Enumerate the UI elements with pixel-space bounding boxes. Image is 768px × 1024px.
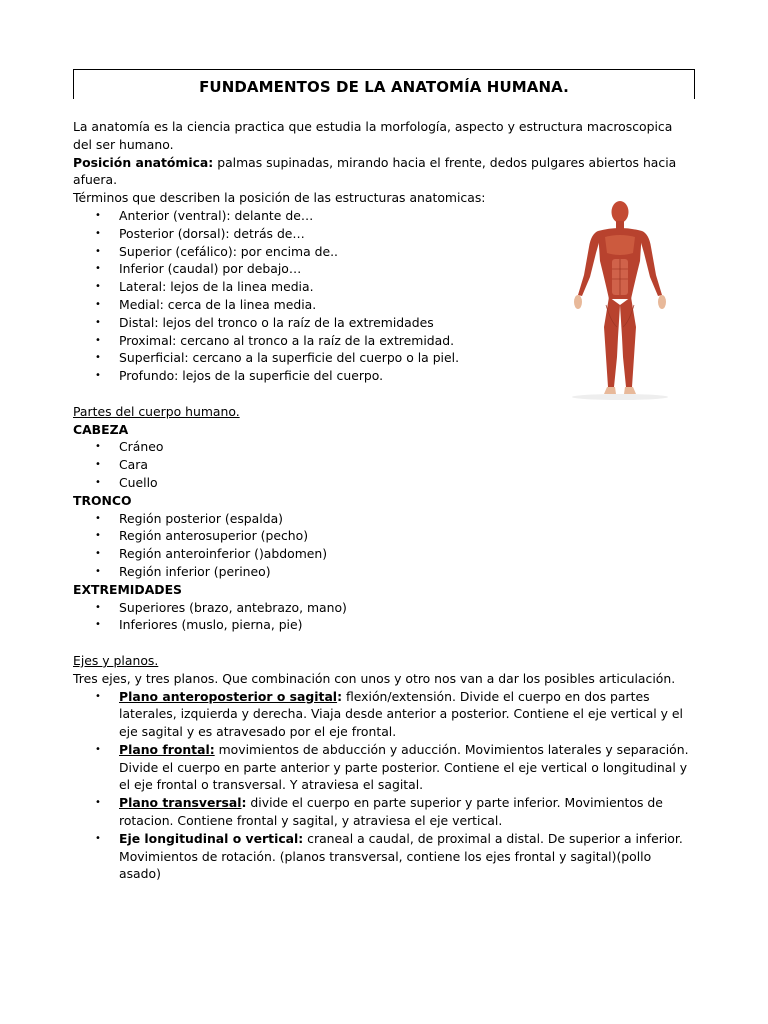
intro-paragraph: La anatomía es la ciencia practica que estudia la morfología, aspecto y estructura macroscopica del ser humano. xyxy=(73,119,673,152)
list-item: • Profundo: lejos de la superficie del cuerpo. xyxy=(73,367,703,385)
item-text: craneal a caudal, de proximal a distal. De superior a inferior. Movimientos de rotación. (planos transversal, contiene los ejes frontal y sagital)(pollo asado) xyxy=(119,830,683,882)
partes-heading: Partes del cuerpo humano. xyxy=(73,403,240,419)
list-item: • Región anterosuperior (pecho) xyxy=(73,527,703,545)
list-item: • Proximal: cercano al tronco a la raíz de la extremidad. xyxy=(73,332,703,350)
posicion-text: palmas supinadas, mirando hacia el frente, dedos pulgares abiertos hacia afuera. xyxy=(73,154,677,188)
cabeza-list xyxy=(73,438,703,491)
list-item: • Superficial: cercano a la superficie del cuerpo o la piel. xyxy=(73,349,703,367)
list-item: • Región inferior (perineo) xyxy=(73,563,703,581)
list-item: • Cara xyxy=(73,456,703,474)
posicion-paragraph xyxy=(73,154,683,190)
ejes-intro: Tres ejes, y tres planos. Que combinación con unos y otro nos van a dar los posibles articulación. xyxy=(73,670,676,686)
list-item: • Posterior (dorsal): detrás de… xyxy=(73,225,703,243)
list-item: • Superior (cefálico): por encima de.. xyxy=(73,243,703,261)
item-text: movimientos de abducción y aducción. Movimientos laterales y separación. Divide el cuerpo en parte anterior y parte posterior. Contiene el eje vertical o longitudinal y el eje frontal o transversal. Y atraviesa el sagital. xyxy=(119,741,689,793)
extremidades-label: EXTREMIDADES xyxy=(73,581,182,597)
tronco-list xyxy=(73,510,703,581)
muscular-body-figure-icon xyxy=(565,197,675,402)
list-item: • Cuello xyxy=(73,474,703,492)
list-item xyxy=(73,830,695,883)
tronco-label: TRONCO xyxy=(73,492,132,508)
item-label: Plano anteroposterior o sagital xyxy=(119,688,338,704)
list-item xyxy=(73,741,695,794)
posicion-label: Posición anatómica: xyxy=(73,154,214,170)
list-item: • Región anteroinferior ()abdomen) xyxy=(73,545,703,563)
ejes-heading: Ejes y planos. xyxy=(73,652,159,668)
terminos-intro: Términos que describen la posición de las estructuras anatomicas: xyxy=(73,190,486,206)
list-item: • Cráneo xyxy=(73,438,703,456)
list-item: • Distal: lejos del tronco o la raíz de la extremidades xyxy=(73,314,703,332)
item-label-suffix: : xyxy=(337,688,343,704)
item-text: divide el cuerpo en parte superior y parte inferior. Movimientos de rotacion. Contiene frontal y sagital, y atraviesa el eje vertical. xyxy=(119,795,663,829)
cabeza-label: CABEZA xyxy=(73,421,129,437)
list-item xyxy=(73,794,695,830)
item-label: Plano frontal: xyxy=(119,741,215,757)
body-figure xyxy=(572,201,668,400)
page-title: FUNDAMENTOS DE LA ANATOMÍA HUMANA. xyxy=(199,78,569,96)
item-text: flexión/extensión. Divide el cuerpo en dos partes laterales, izquierda y derecha. Viaja desde anterior a posterior. Contiene el eje vertical y el eje sagital y es atravesado por el eje frontal. xyxy=(119,688,684,740)
list-item xyxy=(73,688,695,741)
ejes-list xyxy=(73,688,695,884)
list-item: • Región posterior (espalda) xyxy=(73,510,703,528)
item-label: Eje longitudinal o vertical: xyxy=(119,830,304,846)
item-label: Plano transversal xyxy=(119,795,242,811)
list-item: • Inferior (caudal) por debajo… xyxy=(73,260,703,278)
item-label-suffix: : xyxy=(241,795,247,811)
list-item: • Anterior (ventral): delante de… xyxy=(73,207,703,225)
extremidades-list xyxy=(73,599,703,635)
list-item: • Medial: cerca de la linea media. xyxy=(73,296,703,314)
list-item: • Superiores (brazo, antebrazo, mano) xyxy=(73,599,703,617)
title-box xyxy=(73,69,695,99)
list-item: • Inferiores (muslo, pierna, pie) xyxy=(73,616,703,634)
list-item: • Lateral: lejos de la linea media. xyxy=(73,278,703,296)
